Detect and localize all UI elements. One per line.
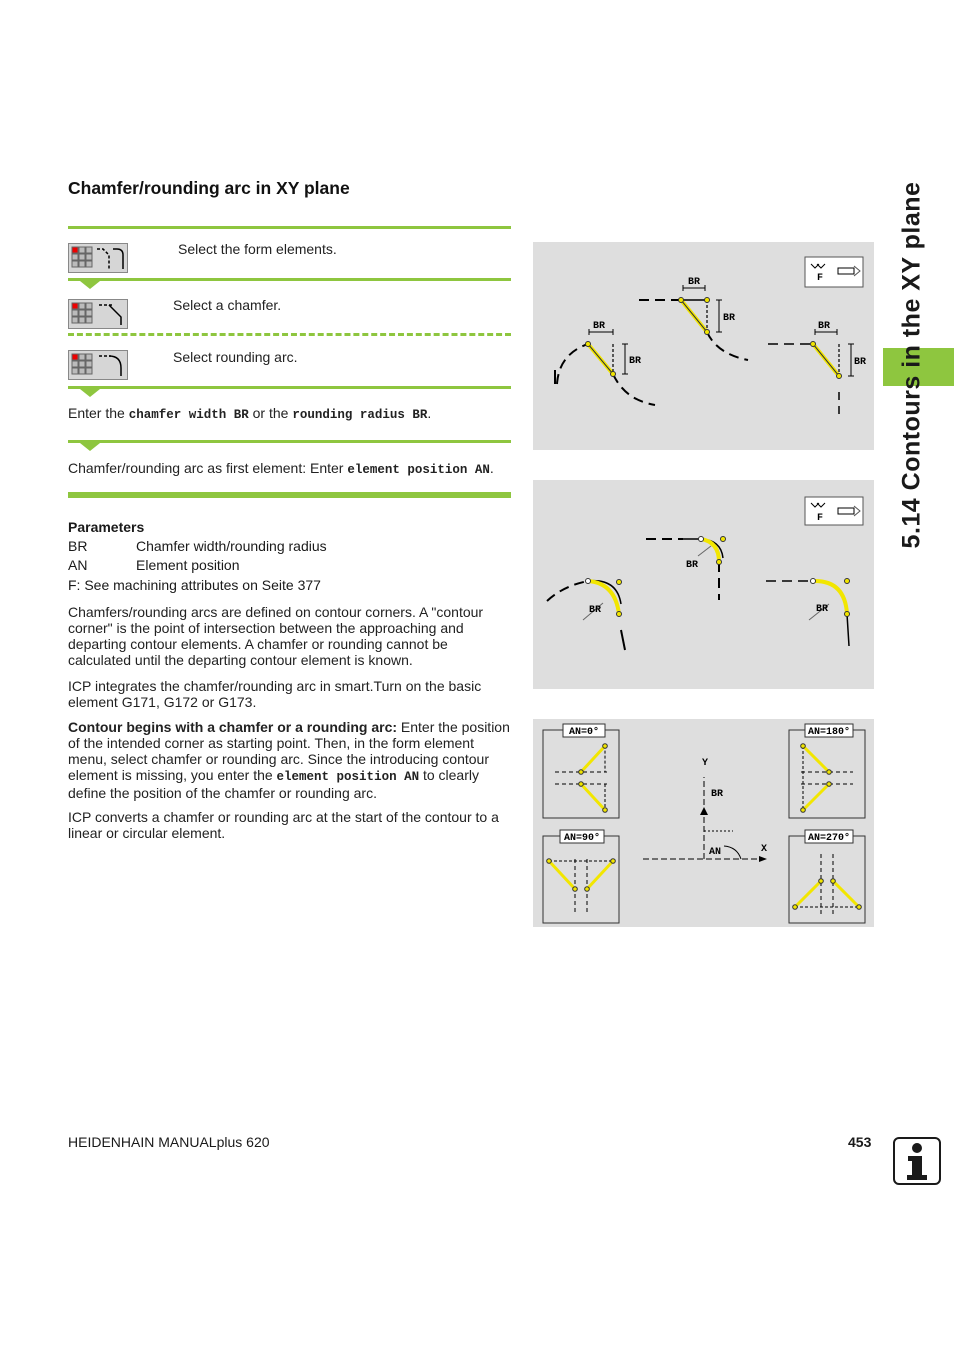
f-label: F — [817, 513, 824, 524]
br-label: BR — [818, 321, 831, 332]
first-element-instruction: Chamfer/rounding arc as first element: Enter element position AN. — [68, 460, 494, 477]
arrow-down-icon — [80, 389, 100, 397]
f-label: F — [817, 273, 824, 284]
enter-width-instruction: Enter the chamfer width BR or the rounding radius BR. — [68, 405, 432, 422]
paragraph-icp-converts: ICP converts a chamfer or rounding arc at the start of the contour to a linear or circular element. — [68, 809, 499, 841]
br-label: BR — [629, 356, 642, 367]
step-2-text: Select a chamfer. — [173, 297, 282, 313]
divider — [68, 226, 511, 229]
an180-label: AN=180° — [808, 727, 851, 738]
br-label: BR — [589, 605, 602, 616]
an0-label: AN=0° — [569, 727, 600, 738]
divider — [68, 278, 511, 281]
param-row: AN Element position — [68, 557, 240, 573]
an270-label: AN=270° — [808, 833, 851, 844]
br-label: BR — [854, 357, 867, 368]
divider — [68, 492, 511, 498]
divider — [68, 386, 511, 389]
step-1-text: Select the form elements. — [178, 241, 337, 257]
info-icon — [893, 1137, 941, 1185]
element-position-figure — [533, 719, 874, 927]
chamfer-figure — [533, 242, 874, 450]
rounding-figure — [533, 480, 874, 689]
section-heading: Chamfer/rounding arc in XY plane — [68, 178, 350, 198]
page-number: 453 — [848, 1134, 872, 1150]
br-label: BR — [816, 604, 829, 615]
paragraph-icp-integration: ICP integrates the chamfer/rounding arc in smart.Turn on the basic element G171, G172 or G173. — [68, 678, 482, 710]
br-label: BR — [711, 789, 724, 800]
paragraph-contour-corner: Chamfers/rounding arcs are defined on contour corners. A "contour corner" is the point of intersection between the approaching and departing contour elements. A chamfer or rounding cannot be calculated until the departing contour element is known. — [68, 604, 484, 668]
divider — [68, 440, 511, 443]
x-axis-label: X — [761, 844, 768, 855]
step-3-text: Select rounding arc. — [173, 349, 298, 365]
rounding-arc-icon[interactable] — [68, 350, 128, 380]
br-label: BR — [723, 313, 736, 324]
an90-label: AN=90° — [564, 833, 601, 844]
y-axis-label: Y — [702, 758, 709, 769]
parameters-heading: Parameters — [68, 519, 145, 535]
dashed-divider — [68, 333, 511, 336]
param-note: F: See machining attributes on Seite 377 — [68, 577, 321, 593]
br-label: BR — [593, 321, 606, 332]
arrow-down-icon — [80, 281, 100, 289]
br-label: BR — [686, 560, 699, 571]
chamfer-icon[interactable] — [68, 299, 128, 329]
an-label: AN — [709, 847, 722, 858]
arrow-down-icon — [80, 443, 100, 451]
form-elements-icon[interactable] — [68, 243, 128, 273]
chapter-side-title: 5.14 Contours in the XY plane — [897, 181, 926, 549]
param-row: BR Chamfer width/rounding radius — [68, 538, 327, 554]
br-label: BR — [688, 277, 701, 288]
footer-text: HEIDENHAIN MANUALplus 620 — [68, 1134, 270, 1150]
paragraph-contour-begins: Contour begins with a chamfer or a rounding arc: Enter the position of the intended corner as starting point. Then, in the form element menu, select chamfer or rounding arc. Since the introducing contour element is missing, you enter the element position AN to clearly define the position of the chamfer or rounding arc. — [68, 719, 510, 801]
